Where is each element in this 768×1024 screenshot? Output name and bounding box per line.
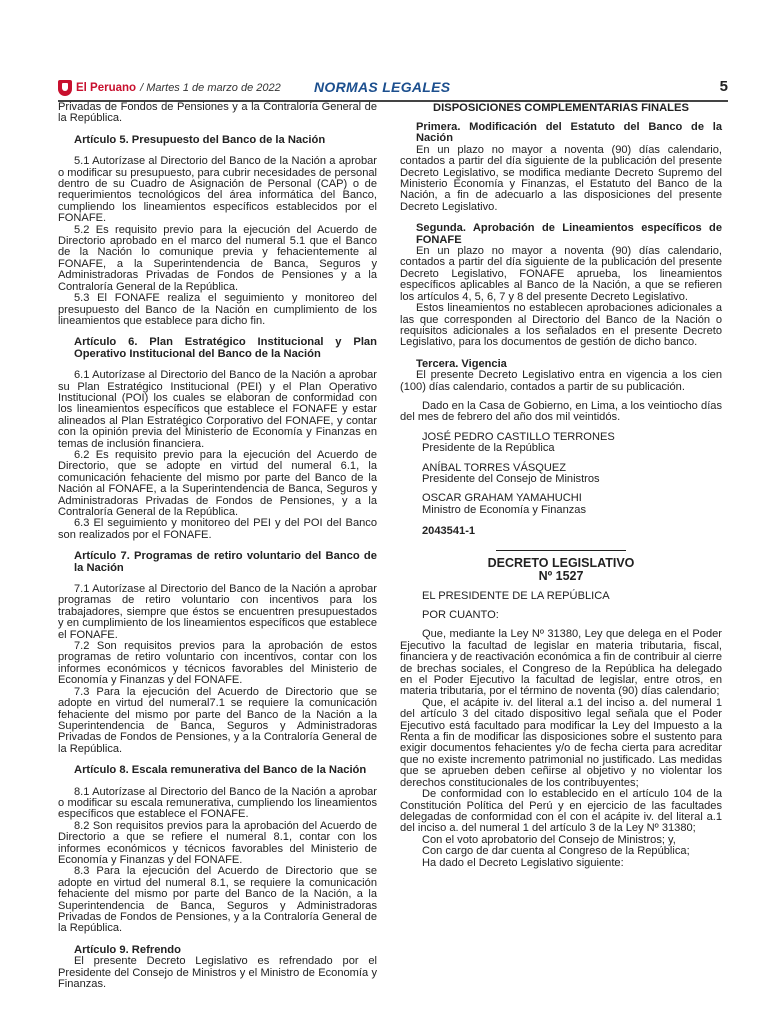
provision-heading: Tercera. Vigencia [416, 357, 507, 370]
paragraph: 8.1 Autorízase al Directorio del Banco de la Nación a aprobar o modificar su escala remunerativa, cumpliendo los lineamientos específicos que establece el FONAFE. [58, 785, 377, 821]
paragraph: 6.3 El seguimiento y monitoreo del PEI y del POI del Banco son realizados por el FONAFE. [58, 517, 377, 541]
article-heading: Artículo 5. Presupuesto del Banco de la Nación [74, 133, 326, 146]
paragraph: POR CUANTO: [422, 609, 499, 621]
paragraph: Con el voto aprobatorio del Consejo de Ministros; y, [422, 833, 676, 846]
right-column [400, 102, 722, 869]
paragraph: Con cargo de dar cuenta al Congreso de la República; [422, 845, 690, 858]
provision-heading: Primera. Modificación del Estatuto del Banco de la Nación [416, 121, 722, 145]
issue-date: / Martes 1 de marzo de 2022 [140, 82, 281, 94]
brand-name: El Peruano [76, 82, 137, 94]
paragraph: El presente Decreto Legislativo es refrendado por el Presidente del Consejo de Ministros y el Ministro de Economía y Finanzas. [58, 955, 377, 991]
paragraph: 6.1 Autorízase al Directorio del Banco de la Nación a aprobar su Plan Estratégico Institucional (PEI) y el Plan Operativo Institucional (POI) los cuales se elaboran de conformidad con los lineamientos específicos que establece el FONAFE y estar alineados al Plan Estratégico Corporativo del FONAFE, y contar con la opinión previa del Ministerio de Economía y Finanzas en temas de inclusión financiera. [58, 369, 377, 450]
paragraph: 7.3 Para la ejecución del Acuerdo de Directorio que se adopte en virtud del numeral7.1 se requiere la comunicación fehaciente del mismo por parte del Banco de la Nación a la Superintendencia de Banca, Seguros y Administradoras Privadas de Fondos de Pensiones, y a la Contraloría General de la República. [58, 685, 377, 755]
paragraph: Que, el acápite iv. del literal a.1 del inciso a. del numeral 1 del artículo 3 del citado dispositivo legal señala que el Poder Ejecutivo está facultado para modificar la Ley del Impuesto a la Renta a fin de modificar las disposiciones sobre el sustento para exigir documentos fehacientes y/o de fecha cierta para acreditar que no existe incremento patrimonial no justificado. Las medidas que se aprueben deben ceñirse al objetivo y no violentar los derechos constitucionales de los contribuyentes; [400, 696, 722, 789]
paragraph: Que, mediante la Ley Nº 31380, Ley que delega en el Poder Ejecutivo la facultad de legislar en materia tributaria, fiscal, financiera y de reactivación económica a fin de contribuir al cierre de brechas sociales, el Congreso de la República ha delegado en el Poder Ejecutivo la facultad de legislar, entre otros, en materia tributaria, por el término de noventa (90) días calendario; [400, 628, 722, 698]
paragraph: 8.3 Para la ejecución del Acuerdo de Directorio que se adopte en virtud del numeral 8.1, se requiere la comunicación fehaciente del mismo por parte del Banco de la Nación, a la Superintendencia de Banca, Seguros y Administradoras Privadas de Fondos de Pensiones, y a la Contraloría General de la República. [58, 865, 377, 935]
paragraph: 8.2 Son requisitos previos para la aprobación del Acuerdo de Directorio a que se refiere el numeral 8.1, contar con los informes económicos y técnicos favorables del Ministerio de Economía y Finanzas y del FONAFE. [58, 819, 377, 866]
paragraph: Privadas de Fondos de Pensiones y a la Contraloría General de la República. [58, 101, 377, 125]
publication-logo [58, 80, 281, 96]
paragraph: Ha dado el Decreto Legislativo siguiente: [422, 856, 624, 869]
paragraph: 5.3 El FONAFE realiza el seguimiento y monitoreo del presupuesto del Banco de la Nación en cumplimiento de los lineamientos que establece para dicho fin. [58, 292, 377, 327]
paragraph: Estos lineamientos no establecen aprobaciones adicionales a las que corresponden al Directorio del Banco de la Nación o requisitos adicionales a los señalados en el presente Decreto Legislativo, para los documentos de gestión de dicho banco. [400, 302, 722, 349]
paragraph: EL PRESIDENTE DE LA REPÚBLICA [422, 589, 610, 602]
signatory-title: Presidente del Consejo de Ministros [422, 472, 600, 485]
decree-title: DECRETO LEGISLATIVO [487, 555, 635, 570]
document-number: 2043541-1 [422, 525, 476, 538]
paragraph: 7.1 Autorízase al Directorio del Banco de la Nación a aprobar programas de retiro voluntario con incentivos para los trabajadores, siempre que éstos se encuentren presupuestados y en cumplimiento de los lineamientos específicos que establece el FONAFE. [58, 583, 377, 641]
paragraph: El presente Decreto Legislativo entra en vigencia a los cien (100) días calendario, contados a partir de su publicación. [400, 369, 722, 393]
coat-of-arms-icon [58, 80, 72, 96]
paragraph: 7.2 Son requisitos previos para la aprobación de estos programas de retiro voluntario con incentivos, contar con los informes económicos y técnicos favorables del Ministerio de Economía y Finanzas y del FONAFE. [58, 640, 377, 687]
page-header [58, 78, 728, 102]
signatory-name: JOSÉ PEDRO CASTILLO TERRONES [422, 430, 615, 443]
paragraph: 5.1 Autorízase al Directorio del Banco de la Nación a aprobar o modificar su presupuesto, para cubrir necesidades de personal dentro de su Cuadro de Asignación de Personal (CAP) o de requerimientos tecnológicos del área informática del Banco, cumpliendo los lineamientos específicos establecidos por el FONAFE. [58, 155, 377, 225]
paragraph: De conformidad con lo establecido en el artículo 104 de la Constitución Política del Perú y en ejercicio de las facultades delegadas de conformidad con el con el acápite iv. del literal a.1 del inciso a. del numeral 1 del artículo 3 de la Ley Nº 31380; [400, 788, 722, 835]
article-heading: Artículo 8. Escala remunerativa del Banco de la Nación [74, 764, 367, 777]
decree-number: Nº 1527 [538, 568, 584, 583]
paragraph: 6.2 Es requisito previo para la ejecución del Acuerdo de Directorio, que se adopte en virtud del numeral 6.1, la comunicación fehaciente del mismo por parte del Banco de la Nación al FONAFE, a la Superintendencia de Banca, Seguros y Administradoras Privadas de Fondos de Pensiones, y a la Contraloría General de la República. [58, 448, 377, 518]
section-title: NORMAS LEGALES [314, 79, 451, 95]
paragraph: 5.2 Es requisito previo para la ejecución del Acuerdo de Directorio aprobado en el marco del numeral 5.1 que el Banco de la Nación lo comunique previa y fehacientemente al FONAFE, a la Superintendencia de Banca, Seguros y Administradoras Privadas de Fondos de Pensiones y a la Contraloría General de la República. [58, 223, 377, 293]
paragraph: En un plazo no mayor a noventa (90) días calendario, contados a partir del día siguiente de la publicación del presente Decreto Legislativo, se modifica mediante Decreto Supremo del Ministerio Economía y Finanzas, el Estatuto del Banco de la Nación, a fin de adecuarlo a las disposiciones del presente Decreto Legislativo. [400, 143, 722, 213]
article-heading: Artículo 6. Plan Estratégico Institucional y Plan Operativo Institucional del Banco de la Nación [74, 336, 377, 360]
divider [496, 550, 626, 551]
signatory-name: ANÍBAL TORRES VÁSQUEZ [422, 461, 567, 474]
section-heading: DISPOSICIONES COMPLEMENTARIAS FINALES [433, 102, 689, 114]
provision-heading: Segunda. Aprobación de Lineamientos específicos de FONAFE [416, 222, 722, 246]
article-heading: Artículo 9. Refrendo [74, 943, 181, 956]
page-number: 5 [719, 78, 728, 95]
paragraph: Dado en la Casa de Gobierno, en Lima, a los veintiocho días del mes de febrero del año dos mil veintidós. [400, 399, 722, 424]
signatory-title: Ministro de Economía y Finanzas [422, 503, 587, 516]
signatory-title: Presidente de la República [422, 442, 555, 455]
signatory-name: OSCAR GRAHAM YAMAHUCHI [422, 492, 582, 505]
article-heading: Artículo 7. Programas de retiro voluntario del Banco de la Nación [74, 550, 377, 574]
paragraph: En un plazo no mayor a noventa (90) días calendario, contados a partir del día siguiente de la publicación del presente Decreto Legislativo, FONAFE aprueba, los lineamientos específicos aplicables al Banco de la Nación, a que se refieren los artículos 4, 5, 6, 7 y 8 del presente Decreto Legislativo. [400, 245, 722, 303]
left-column [58, 102, 377, 990]
